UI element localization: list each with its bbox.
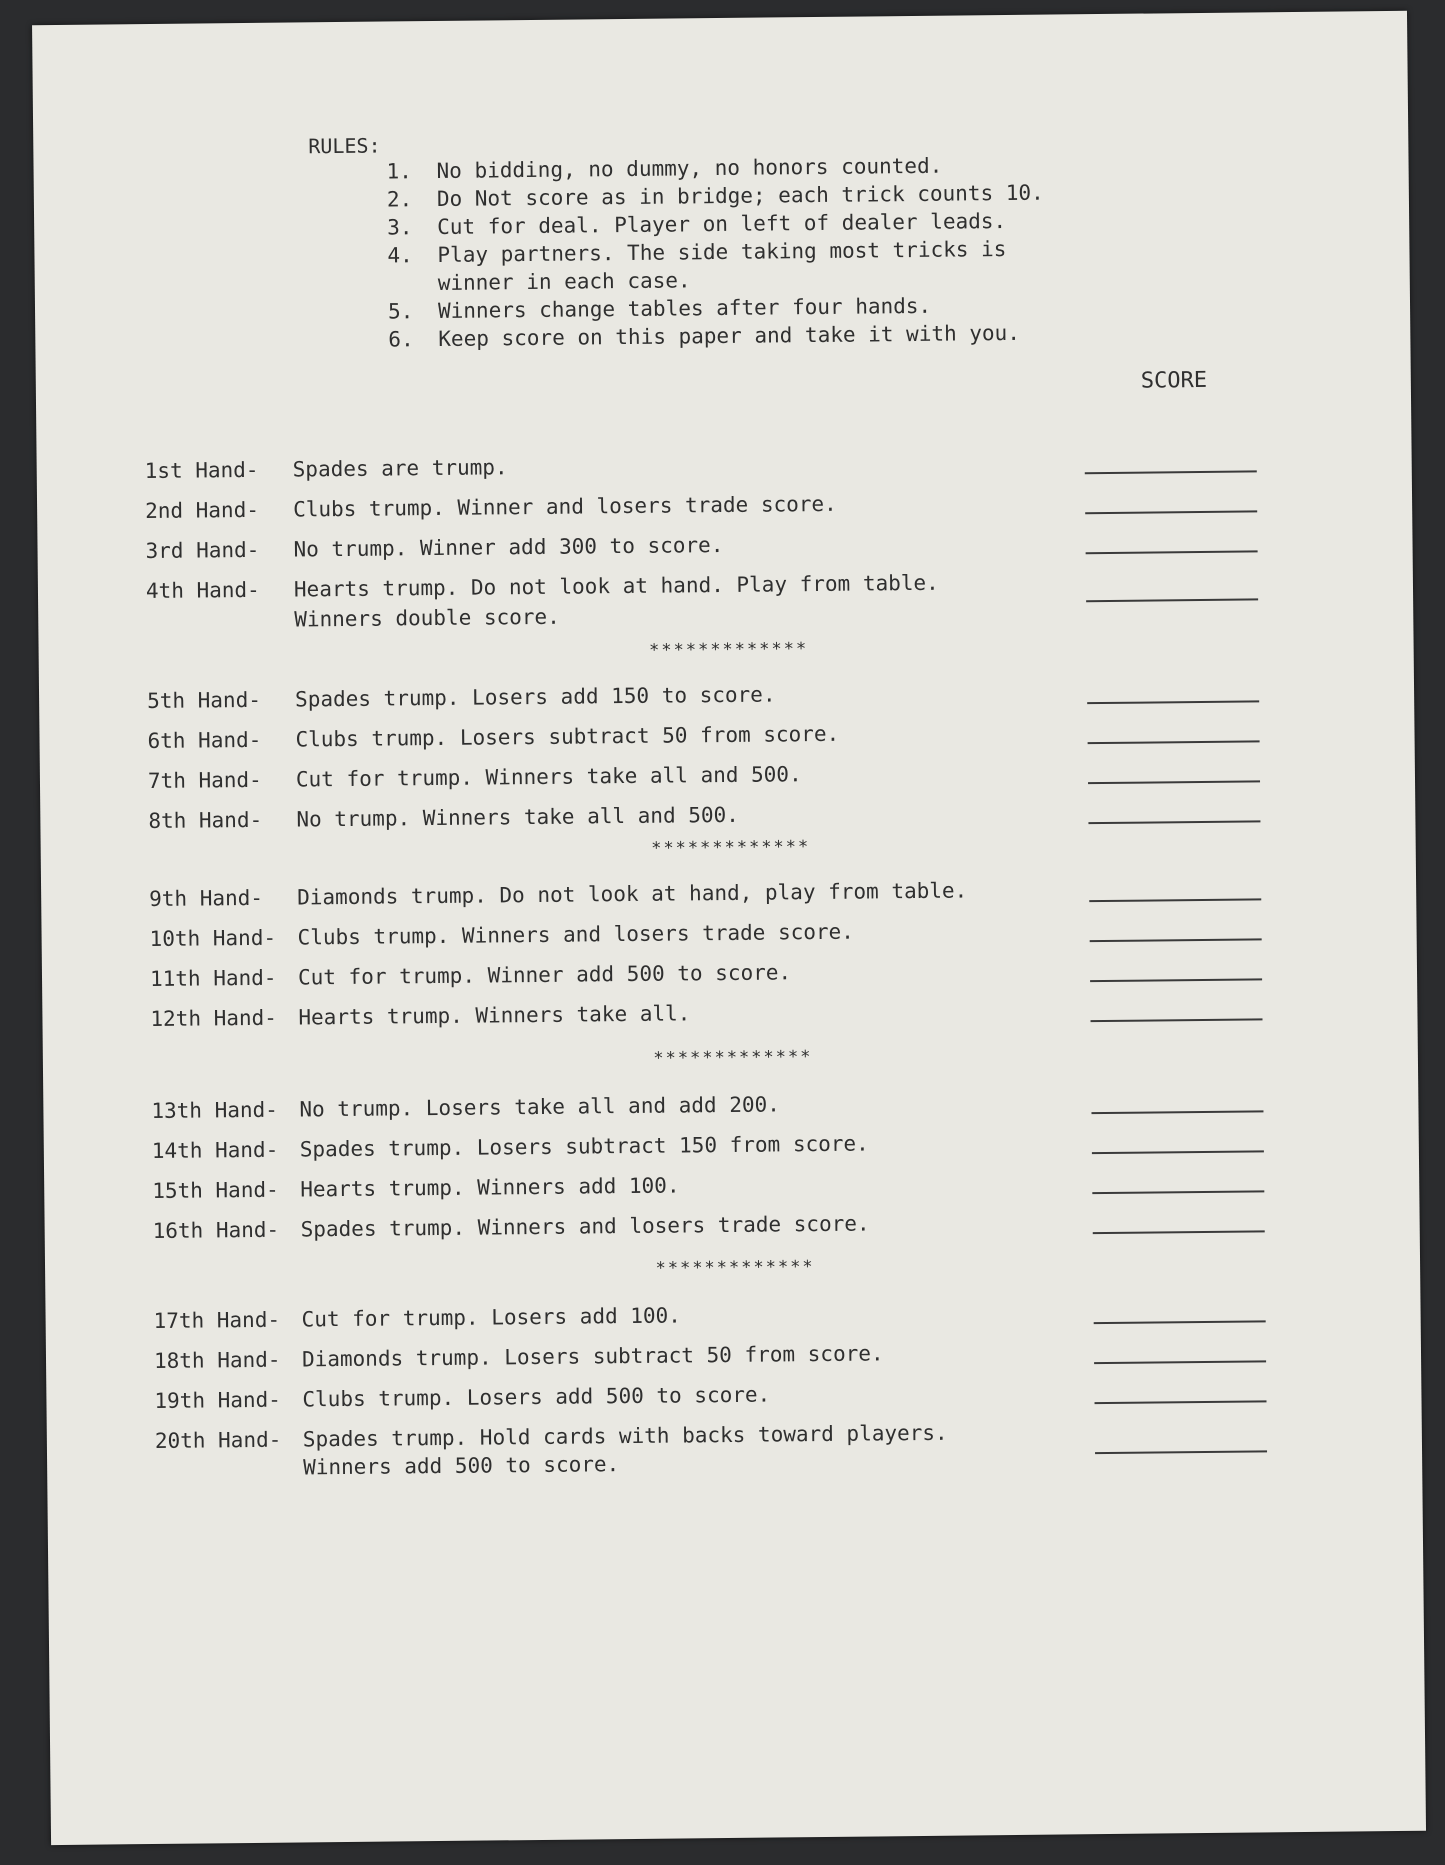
- hand-instruction: Spades trump. Losers add 150 to score.: [294, 682, 776, 712]
- hand-instruction: Spades trump. Hold cards with backs toward players.: [302, 1420, 948, 1452]
- hand-instruction: No trump. Winners take all and 500.: [296, 802, 739, 832]
- hand-row: [152, 1204, 1303, 1244]
- hand-instruction: Clubs trump. Winners and losers trade score.: [297, 919, 854, 950]
- rule-text: Play partners. The side taking most tricks is: [437, 237, 1007, 267]
- rule-text: No bidding, no dummy, no honors counted.: [436, 153, 943, 183]
- hand-instruction: No trump. Losers take all and add 200.: [299, 1092, 780, 1122]
- hand-instruction: Clubs trump. Winner and losers trade score.: [292, 491, 837, 522]
- hand-instruction: Hearts trump. Winners add 100.: [300, 1173, 680, 1202]
- rule-number: 6.: [388, 327, 414, 352]
- hand-row: [145, 484, 1295, 524]
- rule-text: Keep score on this paper and take it with you.: [438, 320, 1021, 351]
- hand-instruction: No trump. Winner add 300 to score.: [293, 532, 724, 562]
- hand-label: 18th Hand-: [153, 1347, 281, 1373]
- score-blank[interactable]: [1092, 1164, 1264, 1194]
- hand-instruction: Cut for trump. Winners take all and 500.: [295, 762, 802, 792]
- hand-row: [150, 992, 1300, 1032]
- hand-label: 16th Hand-: [152, 1217, 280, 1244]
- hand-instruction: Spades trump. Winners and losers trade score.: [300, 1211, 870, 1242]
- hand-instruction: Cut for trump. Losers add 100.: [301, 1303, 682, 1332]
- score-blank[interactable]: [1087, 714, 1259, 744]
- score-blank[interactable]: [1086, 564, 1258, 602]
- score-blank[interactable]: [1090, 952, 1262, 982]
- section-separator: *************: [653, 1047, 813, 1069]
- rule-number: 1.: [386, 159, 413, 184]
- hand-label: 1st Hand-: [144, 457, 259, 484]
- rule-text: Winners change tables after four hands.: [437, 293, 932, 323]
- rule-number: 3.: [387, 215, 413, 240]
- rule-number: 5.: [387, 299, 414, 324]
- score-blank[interactable]: [1090, 992, 1262, 1022]
- hand-label: 19th Hand-: [154, 1387, 282, 1413]
- hand-instruction: Spades trump. Losers subtract 150 from score.: [299, 1131, 869, 1162]
- hand-row: [148, 794, 1298, 834]
- hand-instruction: Clubs trump. Losers add 500 to score.: [302, 1382, 771, 1412]
- score-blank[interactable]: [1085, 484, 1257, 514]
- score-blank[interactable]: [1088, 754, 1260, 784]
- hand-row: [149, 912, 1299, 952]
- hand-label: 14th Hand-: [151, 1137, 279, 1164]
- score-blank[interactable]: [1094, 1374, 1266, 1404]
- hand-instruction: Diamonds trump. Losers subtract 50 from score.: [301, 1341, 884, 1372]
- score-sheet: [32, 11, 1426, 1845]
- hand-label: 12th Hand-: [150, 1005, 278, 1032]
- hand-row: [151, 1124, 1302, 1164]
- hand-row: [145, 524, 1295, 564]
- score-blank[interactable]: [1089, 912, 1261, 942]
- rule-text: winner in each case.: [437, 268, 691, 295]
- hand-instruction: Hearts trump. Do not look at hand. Play from table.: [293, 570, 939, 602]
- hand-row: [149, 952, 1300, 992]
- hand-label: 3rd Hand-: [145, 537, 260, 564]
- rule-number: 2.: [386, 187, 413, 212]
- hand-label: 5th Hand-: [146, 687, 262, 714]
- hand-label: 15th Hand-: [152, 1177, 279, 1204]
- hand-label: 10th Hand-: [149, 925, 277, 952]
- hand-label: 7th Hand-: [147, 767, 262, 794]
- hand-instruction: Clubs trump. Losers subtract 50 from score.: [295, 721, 840, 752]
- hand-instruction-continued: Winners add 500 to score.: [303, 1452, 620, 1480]
- hand-row: [151, 1084, 1301, 1124]
- hand-row: [149, 872, 1299, 912]
- hand-label: 2nd Hand-: [145, 497, 260, 524]
- hand-label: 4th Hand-: [145, 577, 260, 604]
- section-separator: *************: [655, 1257, 815, 1279]
- hand-row: [154, 1374, 1304, 1413]
- score-blank[interactable]: [1092, 1204, 1264, 1234]
- hand-row: [153, 1294, 1303, 1333]
- hand-row: [144, 444, 1295, 484]
- hand-row: [146, 674, 1297, 714]
- score-blank[interactable]: [1091, 1084, 1263, 1114]
- score-blank[interactable]: [1087, 674, 1259, 704]
- rule-text: Do Not score as in bridge; each trick counts 10.: [436, 180, 1044, 211]
- hand-row: [145, 564, 1296, 632]
- rule-text: Cut for deal. Player on left of dealer leads.: [437, 209, 1007, 239]
- rules-section: [308, 127, 1045, 355]
- hand-row: [153, 1334, 1304, 1373]
- rule-number: 4.: [387, 243, 413, 268]
- hand-instruction: Hearts trump. Winners take all.: [298, 1001, 691, 1030]
- hand-label: 13th Hand-: [151, 1097, 278, 1124]
- hand-instruction: Cut for trump. Winner add 500 to score.: [297, 960, 792, 990]
- hand-instruction: Diamonds trump. Do not look at hand, play from table.: [297, 878, 968, 910]
- score-blank[interactable]: [1085, 524, 1257, 554]
- hand-row: [152, 1164, 1302, 1204]
- hand-label: 17th Hand-: [153, 1307, 281, 1333]
- score-blank[interactable]: [1088, 794, 1260, 824]
- hand-label: 11th Hand-: [149, 965, 277, 992]
- hand-label: 6th Hand-: [147, 727, 262, 754]
- score-blank[interactable]: [1093, 1294, 1265, 1324]
- score-blank[interactable]: [1095, 1414, 1267, 1454]
- hand-row: [154, 1414, 1305, 1480]
- score-blank[interactable]: [1089, 872, 1261, 902]
- section-separator: *************: [648, 639, 809, 661]
- score-blank[interactable]: [1085, 444, 1257, 474]
- hand-label: 20th Hand-: [154, 1427, 282, 1453]
- hand-instruction: Spades are trump.: [292, 455, 508, 482]
- hand-row: [147, 714, 1297, 754]
- score-blank[interactable]: [1094, 1334, 1266, 1364]
- section-separator: *************: [651, 837, 811, 859]
- hand-instruction-continued: Winners double score.: [294, 604, 560, 632]
- score-column-heading: SCORE: [1140, 367, 1208, 394]
- score-blank[interactable]: [1092, 1124, 1264, 1154]
- hand-row: [147, 754, 1298, 794]
- hand-label: 9th Hand-: [149, 885, 264, 912]
- hand-label: 8th Hand-: [148, 807, 263, 834]
- rules-heading: RULES:: [308, 133, 381, 159]
